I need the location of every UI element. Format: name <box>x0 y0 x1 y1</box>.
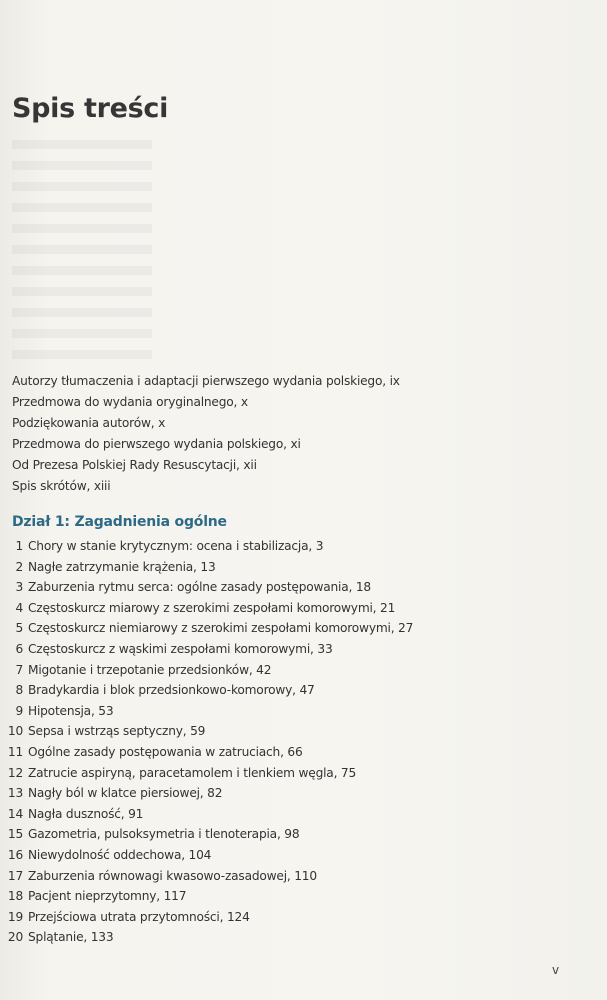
chapter-title: Sepsa i wstrząs septyczny, 59 <box>28 724 206 739</box>
chapter-number: 20 <box>7 930 23 945</box>
chapter-title: Zaburzenia równowagi kwasowo-zasadowej, 110 <box>28 868 317 883</box>
chapter-number: 4 <box>15 600 23 615</box>
chapter-title: Hipotensja, 53 <box>28 703 114 718</box>
chapter-title: Ogólne zasady postępowania w zatruciach, 66 <box>28 744 303 759</box>
chapter-row <box>0 598 560 619</box>
chapter-row <box>0 680 560 701</box>
frontmatter-item: Spis skrótów, xiii <box>12 479 111 494</box>
chapter-number: 16 <box>7 847 23 862</box>
chapter-number: 13 <box>7 786 23 801</box>
chapter-list <box>0 536 560 948</box>
frontmatter-item: Przedmowa do wydania oryginalnego, x <box>12 395 248 410</box>
chapter-title: Migotanie i trzepotanie przedsionków, 42 <box>28 662 272 677</box>
chapter-number: 9 <box>15 703 23 718</box>
chapter-number: 5 <box>15 621 23 636</box>
chapter-title: Nagłe zatrzymanie krążenia, 13 <box>28 559 216 574</box>
frontmatter-item: Od Prezesa Polskiej Rady Resuscytacji, xii <box>12 458 257 473</box>
chapter-number: 17 <box>7 868 23 883</box>
chapter-row <box>0 783 560 804</box>
chapter-title: Częstoskurcz miarowy z szerokimi zespołami komorowymi, 21 <box>28 600 396 615</box>
chapter-title: Zatrucie aspiryną, paracetamolem i tlenkiem węgla, 75 <box>28 765 357 780</box>
chapter-title: Zaburzenia rytmu serca: ogólne zasady postępowania, 18 <box>28 580 371 595</box>
chapter-title: Niewydolność oddechowa, 104 <box>28 847 212 862</box>
chapter-row <box>0 742 560 763</box>
chapter-number: 1 <box>15 539 23 553</box>
chapter-title: Nagła duszność, 91 <box>28 806 144 821</box>
chapter-row <box>0 701 560 722</box>
chapter-title: Pacjent nieprzytomny, 117 <box>28 889 187 904</box>
chapter-number: 18 <box>7 889 23 904</box>
chapter-number: 3 <box>15 580 23 595</box>
section-heading: Dział 1: Zagadnienia ogólne <box>12 514 227 530</box>
chapter-row <box>0 557 560 578</box>
chapter-title: Nagły ból w klatce piersiowej, 82 <box>28 786 223 801</box>
chapter-number: 7 <box>15 662 23 677</box>
frontmatter-item: Przedmowa do pierwszego wydania polskiego, xi <box>12 437 301 452</box>
chapter-row <box>0 845 560 866</box>
bleed-through-shadow <box>12 140 152 360</box>
chapter-number: 11 <box>7 744 23 759</box>
chapter-number: 8 <box>15 683 23 698</box>
chapter-title: Częstoskurcz z wąskimi zespołami komorowymi, 33 <box>28 641 333 656</box>
chapter-number: 10 <box>7 724 23 739</box>
chapter-number: 12 <box>7 765 23 780</box>
frontmatter-item: Podziękowania autorów, x <box>12 416 166 431</box>
page-title: Spis treści <box>12 93 169 124</box>
chapter-title: Gazometria, pulsoksymetria i tlenoterapia, 98 <box>28 827 300 842</box>
chapter-number: 6 <box>15 641 23 656</box>
chapter-row <box>0 866 560 887</box>
chapter-title: Bradykardia i blok przedsionkowo-komorowy, 47 <box>28 683 315 698</box>
chapter-number: 14 <box>7 806 23 821</box>
page-number: v <box>552 963 560 977</box>
chapter-row <box>0 824 560 845</box>
chapter-row <box>0 804 560 825</box>
chapter-row <box>0 639 560 660</box>
chapter-row <box>0 763 560 784</box>
chapter-row <box>0 927 560 948</box>
chapter-title: Częstoskurcz niemiarowy z szerokimi zespołami komorowymi, 27 <box>28 621 414 636</box>
chapter-row <box>0 618 560 639</box>
chapter-row <box>0 660 560 681</box>
chapter-row <box>0 886 560 907</box>
chapter-title: Splątanie, 133 <box>28 930 114 945</box>
chapter-row <box>0 577 560 598</box>
chapter-number: 15 <box>7 827 23 842</box>
chapter-number: 19 <box>7 909 23 924</box>
frontmatter-list <box>12 371 572 498</box>
frontmatter-item: Autorzy tłumaczenia i adaptacji pierwszego wydania polskiego, ix <box>12 374 400 388</box>
chapter-row <box>0 907 560 928</box>
chapter-title: Chory w stanie krytycznym: ocena i stabilizacja, 3 <box>28 539 324 553</box>
chapter-row <box>0 536 560 557</box>
chapter-title: Przejściowa utrata przytomności, 124 <box>28 909 250 924</box>
chapter-row <box>0 721 560 742</box>
chapter-number: 2 <box>15 559 23 574</box>
